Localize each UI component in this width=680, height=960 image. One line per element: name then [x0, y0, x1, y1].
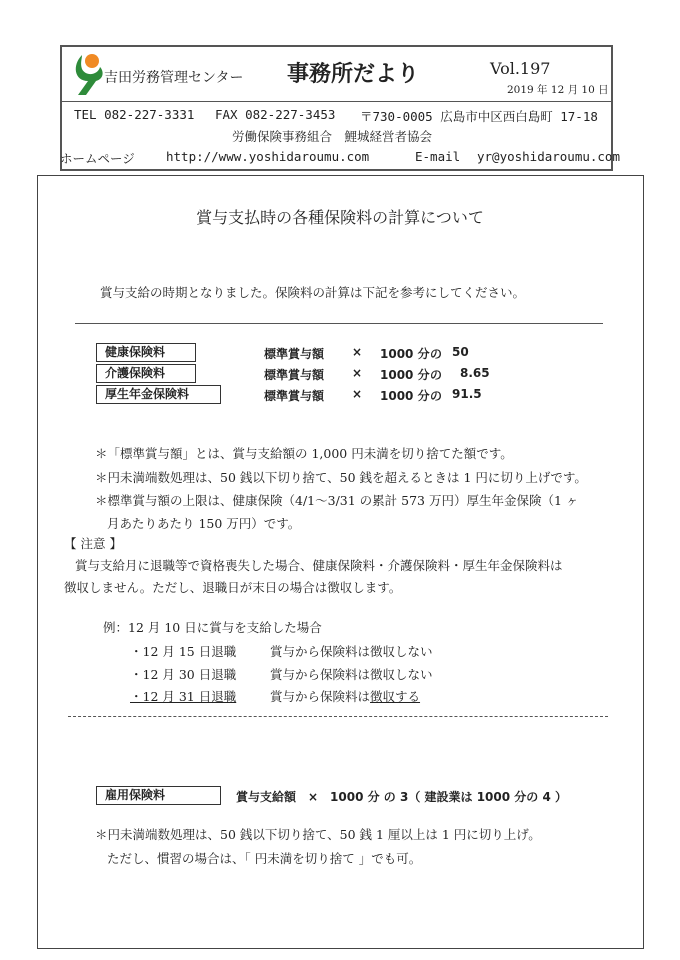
example-date: ・12 月 15 日退職 — [130, 644, 237, 659]
company-logo — [70, 51, 104, 97]
rate-label: 健康保険料 — [96, 343, 196, 362]
homepage-link[interactable]: http://www.yoshidaroumu.com — [166, 149, 370, 164]
rate-value: 8.65 — [460, 366, 490, 380]
caution-heading: 【 注意 】 — [64, 536, 122, 551]
example-date: ・12 月 30 日退職 — [130, 667, 237, 682]
divider — [75, 323, 603, 324]
rate-base: 標準賞与額 — [264, 347, 325, 361]
example-result-emphasis: 徴収する — [370, 689, 421, 704]
rate-no: の — [430, 347, 443, 361]
fax: FAX 082-227-3453 — [215, 107, 336, 122]
email-label: E-mail — [415, 149, 461, 164]
caution-text: 賞与支給月に退職等で資格喪失した場合、健康保険料・介護保険料・厚生年金保険料は — [75, 558, 563, 573]
email-link[interactable]: yr@yoshidaroumu.com — [477, 149, 620, 164]
rate-no: の — [430, 389, 443, 403]
employment-label: 雇用保険料 — [96, 786, 221, 805]
issue-date: 2019 年 12 月 10 日 — [507, 84, 609, 96]
rate-per: 1000 分 — [380, 389, 430, 403]
note: ＊標準賞与額の上限は、健康保険（4/1～3/31 の累計 573 万円）厚生年金保険（1 ヶ — [95, 493, 579, 508]
caution-text: 徴収しません。ただし、退職日が末日の場合は徴収します。 — [64, 580, 402, 595]
example-result: 賞与から保険料は徴収しない — [270, 667, 433, 682]
rate-per: 1000 分 — [380, 347, 430, 361]
employment-formula: 賞与支給額 × 1000 分 の 3（ 建設業は 1000 分の 4 ） — [236, 790, 567, 804]
homepage-label: ホームページ — [60, 151, 135, 166]
rate-times: × — [352, 387, 363, 401]
rate-label: 厚生年金保険料 — [96, 385, 221, 404]
employment-note: ＊円未満端数処理は、50 銭以下切り捨て、50 銭 1 厘以上は 1 円に切り上げ。 — [95, 827, 541, 842]
volume: Vol.197 — [490, 59, 551, 78]
associations: 労働保険事務組合 鯉城経営者協会 — [232, 129, 433, 144]
example-date: ・12 月 31 日退職 — [130, 689, 237, 704]
intro-text: 賞与支給の時期となりました。保険料の計算は下記を参考にしてください。 — [100, 285, 526, 300]
note: 月あたりあたり 150 万円）です。 — [107, 516, 301, 531]
rate-value: 50 — [452, 345, 469, 359]
rate-times: × — [352, 366, 363, 380]
divider — [62, 101, 611, 102]
rate-base: 標準賞与額 — [264, 389, 325, 403]
org-name: 吉田労務管理センター — [104, 70, 244, 86]
newsletter-title: 事務所だより — [287, 62, 420, 87]
note: ＊円未満端数処理は、50 銭以下切り捨て、50 銭を超えるときは 1 円に切り上げです。 — [95, 470, 587, 485]
example-result-prefix: 賞与から保険料は — [270, 689, 371, 704]
rate-per: 1000 分 — [380, 368, 430, 382]
note: ＊「標準賞与額」とは、賞与支給額の 1,000 円未満を切り捨てた額です。 — [95, 446, 513, 461]
example-result — [270, 687, 420, 705]
article-title: 賞与支払時の各種保険料の計算について — [196, 208, 484, 227]
rate-no: の — [430, 368, 443, 382]
employment-note: ただし、慣習の場合は、「 円未満を切り捨て 」でも可。 — [107, 851, 422, 866]
rate-base: 標準賞与額 — [264, 368, 325, 382]
rate-label: 介護保険料 — [96, 364, 196, 383]
tel: TEL 082-227-3331 — [74, 107, 195, 122]
example-heading: 例：12 月 10 日に賞与を支給した場合 — [103, 620, 322, 635]
dashed-divider — [68, 716, 608, 717]
rate-value: 91.5 — [452, 387, 482, 401]
rate-times: × — [352, 345, 363, 359]
address: 〒730-0005 広島市中区西白島町 17-18 — [360, 109, 598, 124]
example-result: 賞与から保険料は徴収しない — [270, 644, 433, 659]
newsletter-header — [60, 45, 620, 171]
